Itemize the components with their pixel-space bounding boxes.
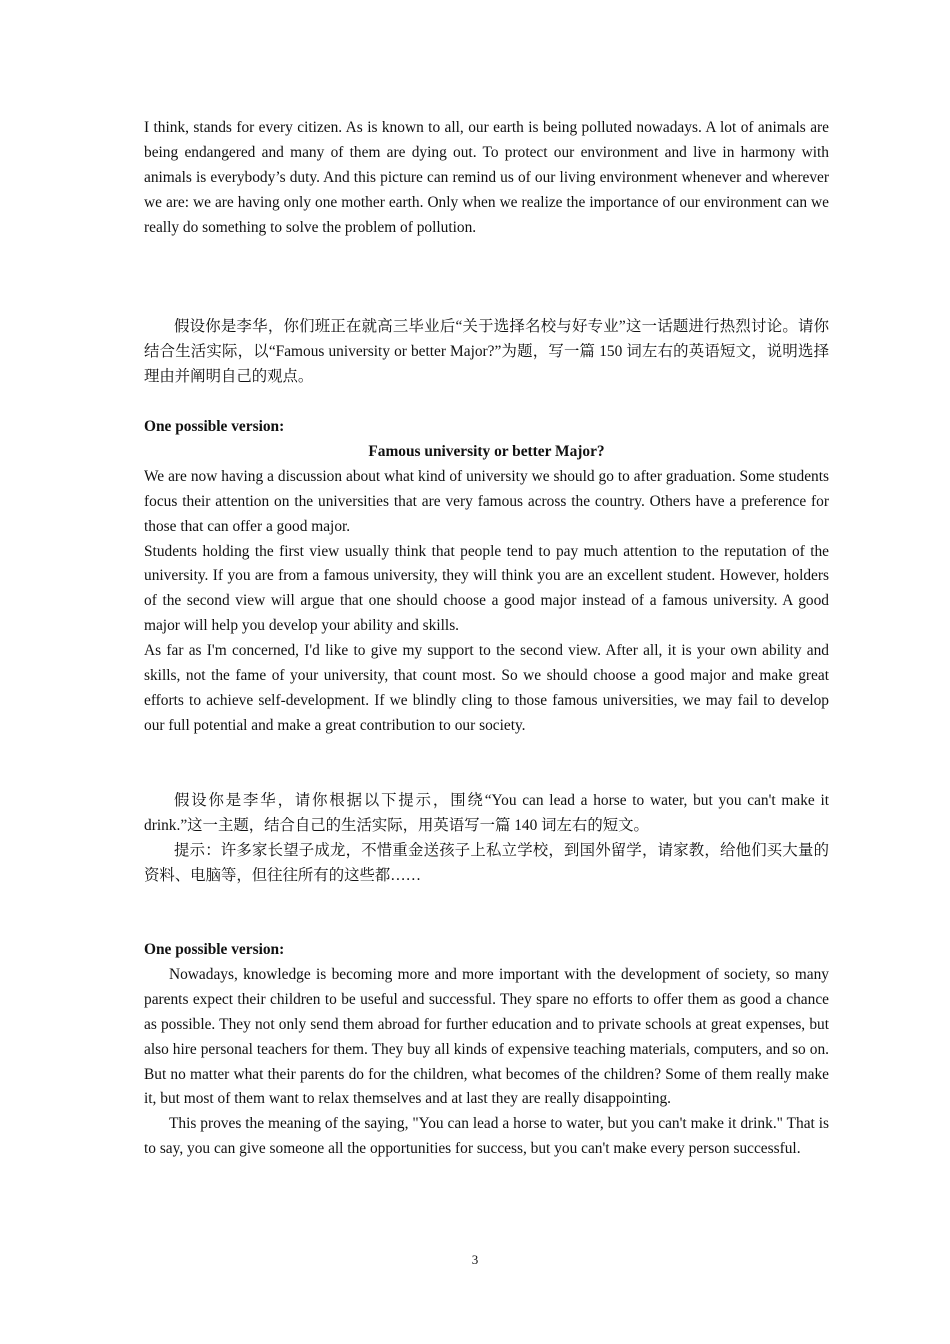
essay-title: Famous university or better Major? (368, 442, 605, 460)
section-university-essay (144, 415, 829, 739)
version-label: One possible version: (144, 418, 285, 435)
essay-paragraph: Nowadays, knowledge is becoming more and more important with the development of society, so many parents expect their children to be useful and successful. They spare no efforts to offer them as good a chance as possible. They not only send them abroad for further education and to private schools at great expenses, but also hire personal teachers for them. They buy all kinds of expensive teaching materials, computers, and so on. But no matter what their parents do for the children, what becomes of the children? Some of them really make it, but most of them want to relax themselves and at last they are really disappointing. (144, 965, 829, 1108)
version-label: One possible version: (144, 941, 285, 958)
essay-paragraph: This proves the meaning of the saying, "You can lead a horse to water, but you can't make it drink." That is to say, you can give someone all the opportunities for success, but you can't make every person successful. (144, 1115, 829, 1158)
section-environment (144, 116, 829, 241)
writing-prompt-horse: 假设你是李华，请你根据以下提示，围绕“You can lead a horse to water, but you can't make it drink.”这一主题，结合自己的生活实际，用英语写一篇 140 词左右的短文。 (144, 792, 829, 834)
essay-paragraph: We are now having a discussion about what kind of university we should go to after graduation. Some students focus their attention on the universities that are very famous across the country. Others have a preference for those that can offer a good major. (144, 467, 829, 535)
prompt-hint: 提示：许多家长望子成龙，不惜重金送孩子上私立学校，到国外留学，请家教，给他们买大量的资料、电脑等，但往往所有的这些都…… (144, 841, 829, 884)
page-number: 3 (471, 1252, 479, 1267)
writing-prompt-university: 假设你是李华，你们班正在就高三毕业后“关于选择名校与好专业”这一话题进行热烈讨论。请你结合生活实际，以“Famous university or better Major?”为题，写一篇 150 词左右的英语短文，说明选择理由并阐明自己的观点。 (144, 318, 829, 385)
section-horse-prompt (144, 789, 829, 889)
environment-paragraph: I think, stands for every citizen. As is known to all, our earth is being polluted nowadays. A lot of animals are being endangered and many of them are dying out. To protect our environment and live in harmony with animals is everybody’s duty. And this picture can remind us of our living environment whenever and wherever we are: we are having only one mother earth. Only when we realize the importance of our environment can we really do something to solve the problem of pollution. (144, 119, 829, 236)
section-university-prompt (144, 315, 829, 390)
essay-paragraph: As far as I'm concerned, I'd like to give my support to the second view. After all, it is your own ability and skills, not the fame of your university, that count most. So we should choose a good major and make great efforts to achieve self-development. If we blindly cling to those famous universities, we may fail to develop our full potential and make a great contribution to our society. (144, 642, 829, 734)
section-horse-essay (144, 938, 829, 1162)
essay-paragraph: Students holding the first view usually think that people tend to pay much attention to the reputation of the university. If you are from a famous university, they will think you are an excellent student. However, holders of the second view will argue that one should choose a good major instead of a famous university. A good major will help you develop your ability and skills. (144, 542, 829, 635)
